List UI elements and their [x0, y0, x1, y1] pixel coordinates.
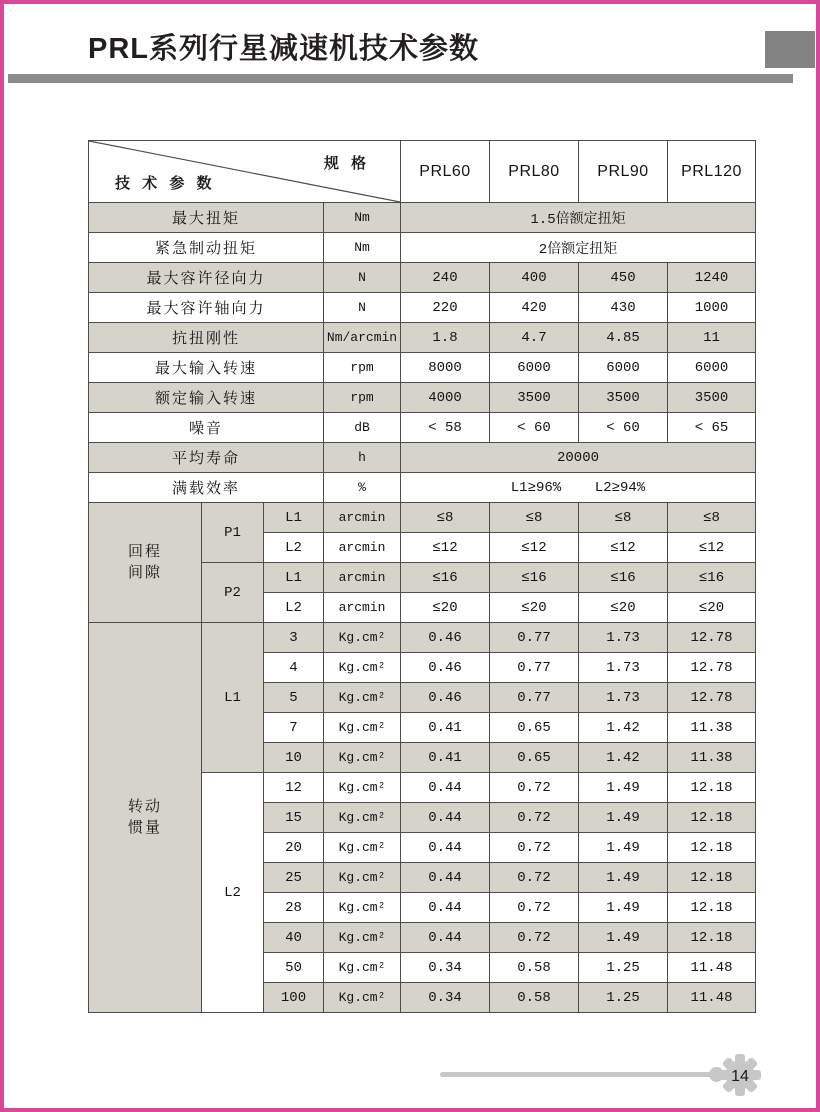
- table-row: [89, 443, 756, 473]
- row-unit: %: [324, 473, 401, 503]
- cell-value: ≤8: [668, 503, 756, 533]
- row-unit: Kg.cm²: [324, 713, 401, 743]
- cell-value: 11.48: [668, 983, 756, 1013]
- cell-value: ≤12: [668, 533, 756, 563]
- cell-value: 240: [401, 263, 490, 293]
- row-unit: Kg.cm²: [324, 983, 401, 1013]
- cell-value: 0.41: [401, 713, 490, 743]
- cell-value: ≤20: [668, 593, 756, 623]
- row-label: 平均寿命: [89, 443, 324, 473]
- row-unit: Nm/arcmin: [324, 323, 401, 353]
- cell-value: < 60: [579, 413, 668, 443]
- spec-table: [88, 140, 756, 1013]
- cell-value: 420: [490, 293, 579, 323]
- footer-rule-line: [440, 1072, 716, 1077]
- column-header-prl120: PRL120: [668, 141, 756, 203]
- table-row: [89, 383, 756, 413]
- cell-value: 1.42: [579, 713, 668, 743]
- cell-value: 1.25: [579, 983, 668, 1013]
- gear-page-badge: [717, 1052, 763, 1098]
- cell-value: 12.78: [668, 623, 756, 653]
- row-unit: Kg.cm²: [324, 773, 401, 803]
- cell-value: 4000: [401, 383, 490, 413]
- level-label: L2: [264, 533, 324, 563]
- row-unit: Kg.cm²: [324, 833, 401, 863]
- cell-value: 0.72: [490, 773, 579, 803]
- cell-value: 0.77: [490, 653, 579, 683]
- accent-square: [765, 31, 815, 68]
- ratio-label: 100: [264, 983, 324, 1013]
- level-label: L1: [264, 503, 324, 533]
- table-row: [89, 203, 756, 233]
- row-unit: Kg.cm²: [324, 623, 401, 653]
- section-label-backlash: 回程 间隙: [89, 503, 202, 623]
- ratio-label: 20: [264, 833, 324, 863]
- column-header-prl60: PRL60: [401, 141, 490, 203]
- cell-value: 0.65: [490, 713, 579, 743]
- row-unit: dB: [324, 413, 401, 443]
- cell-value: 0.72: [490, 803, 579, 833]
- cell-value: 0.34: [401, 953, 490, 983]
- cell-value: 0.44: [401, 833, 490, 863]
- cell-value: 12.78: [668, 683, 756, 713]
- row-unit: Kg.cm²: [324, 803, 401, 833]
- cell-value: 3500: [490, 383, 579, 413]
- row-label: 最大扭矩: [89, 203, 324, 233]
- cell-value: 12.78: [668, 653, 756, 683]
- cell-value: 6000: [579, 353, 668, 383]
- row-unit: arcmin: [324, 533, 401, 563]
- cell-value: 12.18: [668, 803, 756, 833]
- cell-value: 0.44: [401, 803, 490, 833]
- cell-value: 0.46: [401, 653, 490, 683]
- ratio-label: 28: [264, 893, 324, 923]
- table-row: [89, 293, 756, 323]
- cell-value: 0.72: [490, 833, 579, 863]
- row-label: 噪音: [89, 413, 324, 443]
- table-row: [89, 503, 756, 533]
- row-unit: Kg.cm²: [324, 683, 401, 713]
- group-label-p2: P2: [202, 563, 264, 623]
- cell-value: 12.18: [668, 833, 756, 863]
- ratio-label: 40: [264, 923, 324, 953]
- cell-value: ≤16: [401, 563, 490, 593]
- ratio-label: 12: [264, 773, 324, 803]
- row-unit: h: [324, 443, 401, 473]
- cell-value: 0.77: [490, 683, 579, 713]
- cell-value: 1240: [668, 263, 756, 293]
- row-span-value: 2倍额定扭矩: [401, 233, 756, 263]
- ratio-label: 15: [264, 803, 324, 833]
- cell-value: ≤16: [579, 563, 668, 593]
- cell-value: 0.44: [401, 863, 490, 893]
- table-row: [89, 263, 756, 293]
- cell-value: ≤12: [401, 533, 490, 563]
- cell-value: 1.25: [579, 953, 668, 983]
- cell-value: ≤20: [579, 593, 668, 623]
- ratio-label: 5: [264, 683, 324, 713]
- cell-value: 1000: [668, 293, 756, 323]
- cell-value: 4.7: [490, 323, 579, 353]
- cell-value: 0.58: [490, 953, 579, 983]
- cell-value: ≤12: [579, 533, 668, 563]
- cell-value: ≤16: [490, 563, 579, 593]
- cell-value: 0.44: [401, 923, 490, 953]
- cell-value: ≤20: [490, 593, 579, 623]
- level-label: L2: [264, 593, 324, 623]
- cell-value: 1.49: [579, 803, 668, 833]
- cell-value: 0.72: [490, 923, 579, 953]
- table-row: [89, 353, 756, 383]
- cell-value: 1.49: [579, 833, 668, 863]
- table-header-row: [89, 141, 756, 203]
- cell-value: ≤16: [668, 563, 756, 593]
- spec-axis-label: 规 格: [323, 155, 370, 172]
- section-label-inertia: 转动 惯量: [89, 623, 202, 1013]
- row-unit: N: [324, 293, 401, 323]
- cell-value: 11.38: [668, 713, 756, 743]
- page-title: PRL系列行星减速机技术参数: [88, 33, 480, 65]
- cell-value: 400: [490, 263, 579, 293]
- row-label: 抗扭刚性: [89, 323, 324, 353]
- title-underline-bar: [8, 74, 793, 83]
- row-unit: Kg.cm²: [324, 893, 401, 923]
- column-header-prl80: PRL80: [490, 141, 579, 203]
- cell-value: 0.41: [401, 743, 490, 773]
- row-unit: Kg.cm²: [324, 743, 401, 773]
- table-row: [89, 623, 756, 653]
- cell-value: ≤12: [490, 533, 579, 563]
- ratio-label: 3: [264, 623, 324, 653]
- cell-value: 12.18: [668, 923, 756, 953]
- cell-value: 1.73: [579, 623, 668, 653]
- group-label-l2: L2: [202, 773, 264, 1013]
- ratio-label: 50: [264, 953, 324, 983]
- ratio-label: 10: [264, 743, 324, 773]
- ratio-label: 25: [264, 863, 324, 893]
- row-label: 最大容许径向力: [89, 263, 324, 293]
- cell-value: ≤20: [401, 593, 490, 623]
- cell-value: 0.44: [401, 893, 490, 923]
- cell-value: 1.73: [579, 653, 668, 683]
- row-unit: arcmin: [324, 503, 401, 533]
- cell-value: 6000: [490, 353, 579, 383]
- row-label: 最大输入转速: [89, 353, 324, 383]
- cell-value: 11.48: [668, 953, 756, 983]
- cell-value: 0.77: [490, 623, 579, 653]
- cell-value: 220: [401, 293, 490, 323]
- cell-value: 1.8: [401, 323, 490, 353]
- cell-value: 430: [579, 293, 668, 323]
- table-row: [89, 413, 756, 443]
- page-number: 14: [731, 1068, 749, 1085]
- cell-value: 1.49: [579, 863, 668, 893]
- cell-value: 8000: [401, 353, 490, 383]
- ratio-label: 7: [264, 713, 324, 743]
- level-label: L1: [264, 563, 324, 593]
- row-label: 满载效率: [89, 473, 324, 503]
- param-axis-label: 技 术 参 数: [115, 175, 216, 192]
- cell-value: ≤8: [579, 503, 668, 533]
- row-unit: Kg.cm²: [324, 653, 401, 683]
- cell-value: 0.72: [490, 863, 579, 893]
- row-unit: Nm: [324, 233, 401, 263]
- cell-value: 0.46: [401, 623, 490, 653]
- cell-value: 1.42: [579, 743, 668, 773]
- cell-value: 0.34: [401, 983, 490, 1013]
- group-label-l1: L1: [202, 623, 264, 773]
- cell-value: 3500: [668, 383, 756, 413]
- cell-value: 450: [579, 263, 668, 293]
- group-label-p1: P1: [202, 503, 264, 563]
- table-row: [89, 233, 756, 263]
- row-label: 额定输入转速: [89, 383, 324, 413]
- cell-value: < 60: [490, 413, 579, 443]
- table-row: [89, 323, 756, 353]
- cell-value: 0.72: [490, 893, 579, 923]
- ratio-label: 4: [264, 653, 324, 683]
- row-unit: arcmin: [324, 593, 401, 623]
- row-unit: rpm: [324, 353, 401, 383]
- cell-value: 11.38: [668, 743, 756, 773]
- cell-value: 12.18: [668, 863, 756, 893]
- cell-value: < 58: [401, 413, 490, 443]
- row-unit: Kg.cm²: [324, 863, 401, 893]
- row-unit: Kg.cm²: [324, 923, 401, 953]
- cell-value: 4.85: [579, 323, 668, 353]
- row-unit: arcmin: [324, 563, 401, 593]
- cell-value: 0.58: [490, 983, 579, 1013]
- row-unit: rpm: [324, 383, 401, 413]
- cell-value: 12.18: [668, 893, 756, 923]
- diagonal-header-cell: [89, 141, 401, 203]
- row-unit: Kg.cm²: [324, 953, 401, 983]
- cell-value: 3500: [579, 383, 668, 413]
- row-span-value: L1≥96% L2≥94%: [401, 473, 756, 503]
- cell-value: 0.46: [401, 683, 490, 713]
- cell-value: 1.49: [579, 893, 668, 923]
- cell-value: ≤8: [401, 503, 490, 533]
- row-label: 紧急制动扭矩: [89, 233, 324, 263]
- cell-value: 0.44: [401, 773, 490, 803]
- row-unit: Nm: [324, 203, 401, 233]
- row-label: 最大容许轴向力: [89, 293, 324, 323]
- row-span-value: 20000: [401, 443, 756, 473]
- cell-value: ≤8: [490, 503, 579, 533]
- cell-value: 1.49: [579, 773, 668, 803]
- table-row: [89, 473, 756, 503]
- cell-value: 1.49: [579, 923, 668, 953]
- cell-value: 11: [668, 323, 756, 353]
- cell-value: 1.73: [579, 683, 668, 713]
- cell-value: 6000: [668, 353, 756, 383]
- column-header-prl90: PRL90: [579, 141, 668, 203]
- cell-value: < 65: [668, 413, 756, 443]
- cell-value: 0.65: [490, 743, 579, 773]
- cell-value: 12.18: [668, 773, 756, 803]
- row-unit: N: [324, 263, 401, 293]
- row-span-value: 1.5倍额定扭矩: [401, 203, 756, 233]
